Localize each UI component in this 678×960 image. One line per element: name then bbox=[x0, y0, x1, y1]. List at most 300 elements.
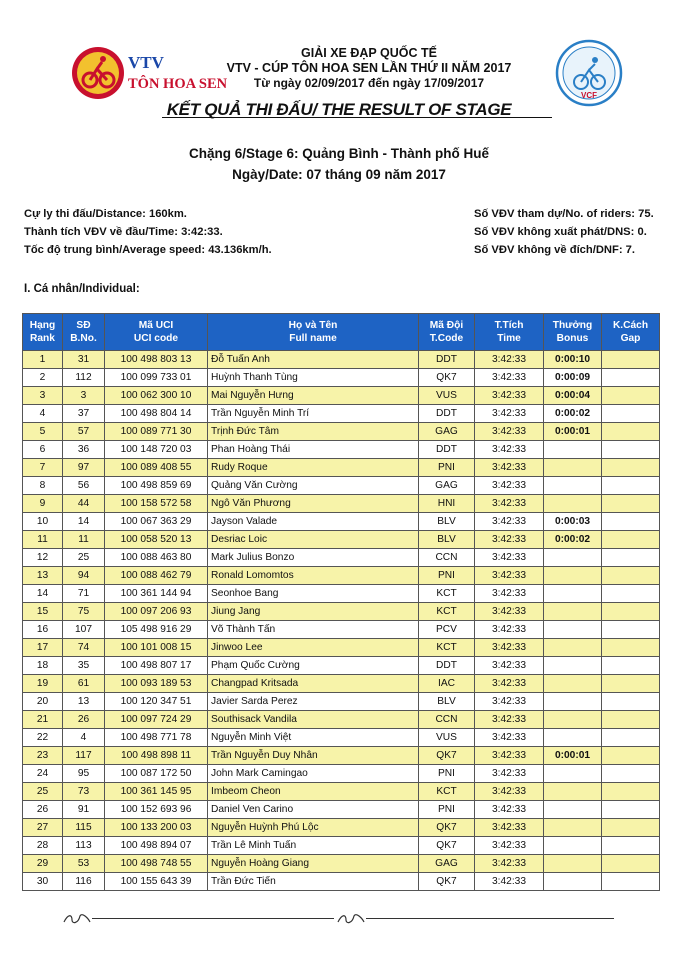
cell-full-name: Jinwoo Lee bbox=[208, 639, 419, 657]
cell-time: 3:42:33 bbox=[475, 765, 544, 783]
cell-bib: 44 bbox=[63, 495, 105, 513]
cell-rank: 20 bbox=[23, 693, 63, 711]
cell-rank: 4 bbox=[23, 405, 63, 423]
distance-info: Cự ly thi đấu/Distance: 160km. bbox=[24, 208, 187, 220]
cell-bonus: 0:00:03 bbox=[544, 513, 602, 531]
cell-full-name: Quảng Văn Cường bbox=[208, 477, 419, 495]
cell-uci-code: 100 158 572 58 bbox=[105, 495, 208, 513]
header-team: Mã Đội T.Code bbox=[419, 314, 475, 351]
title-underline bbox=[162, 117, 552, 118]
cell-team-code: GAG bbox=[419, 855, 475, 873]
cell-full-name: Daniel Ven Carino bbox=[208, 801, 419, 819]
table-row bbox=[23, 459, 660, 477]
cell-bonus bbox=[544, 639, 602, 657]
cell-bib: 25 bbox=[63, 549, 105, 567]
cell-team-code: DDT bbox=[419, 405, 475, 423]
event-title: GIẢI XE ĐẠP QUỐC TẾ bbox=[301, 46, 437, 60]
table-row bbox=[23, 675, 660, 693]
header-bonus: Thưởng Bonus bbox=[544, 314, 602, 351]
cell-rank: 10 bbox=[23, 513, 63, 531]
cell-rank: 9 bbox=[23, 495, 63, 513]
cell-uci-code: 100 133 200 03 bbox=[105, 819, 208, 837]
cell-full-name: Nguyễn Huỳnh Phú Lộc bbox=[208, 819, 419, 837]
cell-team-code: GAG bbox=[419, 477, 475, 495]
cell-rank: 2 bbox=[23, 369, 63, 387]
cell-gap bbox=[602, 405, 660, 423]
cell-gap bbox=[602, 459, 660, 477]
cell-full-name: Phạm Quốc Cường bbox=[208, 657, 419, 675]
cell-time: 3:42:33 bbox=[475, 693, 544, 711]
cell-team-code: QK7 bbox=[419, 747, 475, 765]
cell-bonus bbox=[544, 819, 602, 837]
cell-time: 3:42:33 bbox=[475, 819, 544, 837]
cell-gap bbox=[602, 801, 660, 819]
cell-full-name: John Mark Camingao bbox=[208, 765, 419, 783]
cell-team-code: QK7 bbox=[419, 369, 475, 387]
cell-time: 3:42:33 bbox=[475, 459, 544, 477]
cell-uci-code: 100 093 189 53 bbox=[105, 675, 208, 693]
cell-rank: 19 bbox=[23, 675, 63, 693]
cell-time: 3:42:33 bbox=[475, 783, 544, 801]
cell-uci-code: 100 120 347 51 bbox=[105, 693, 208, 711]
cell-rank: 21 bbox=[23, 711, 63, 729]
table-row bbox=[23, 765, 660, 783]
table-row bbox=[23, 621, 660, 639]
cell-rank: 17 bbox=[23, 639, 63, 657]
cell-uci-code: 100 498 807 17 bbox=[105, 657, 208, 675]
cell-gap bbox=[602, 621, 660, 639]
cell-full-name: Changpad Kritsada bbox=[208, 675, 419, 693]
cell-rank: 6 bbox=[23, 441, 63, 459]
cell-team-code: KCT bbox=[419, 603, 475, 621]
cell-full-name: Jiung Jang bbox=[208, 603, 419, 621]
stage-date: Ngày/Date: 07 tháng 09 năm 2017 bbox=[232, 167, 446, 182]
dnf-info: Số VĐV không về đích/DNF: 7. bbox=[474, 244, 635, 256]
cell-uci-code: 100 089 771 30 bbox=[105, 423, 208, 441]
cell-uci-code: 100 097 206 93 bbox=[105, 603, 208, 621]
cell-full-name: Nguyễn Minh Việt bbox=[208, 729, 419, 747]
cell-rank: 3 bbox=[23, 387, 63, 405]
cell-bib: 57 bbox=[63, 423, 105, 441]
cell-gap bbox=[602, 513, 660, 531]
cell-bonus bbox=[544, 855, 602, 873]
cell-bonus: 0:00:01 bbox=[544, 747, 602, 765]
cell-rank: 26 bbox=[23, 801, 63, 819]
table-row bbox=[23, 513, 660, 531]
table-row bbox=[23, 819, 660, 837]
cell-uci-code: 100 498 803 13 bbox=[105, 351, 208, 369]
cell-gap bbox=[602, 495, 660, 513]
cell-bonus bbox=[544, 603, 602, 621]
results-table bbox=[22, 313, 660, 891]
cell-time: 3:42:33 bbox=[475, 423, 544, 441]
cell-gap bbox=[602, 873, 660, 891]
cell-time: 3:42:33 bbox=[475, 657, 544, 675]
cell-bonus bbox=[544, 459, 602, 477]
header-time: T.Tích Time bbox=[475, 314, 544, 351]
cell-full-name: Trần Lê Minh Tuấn bbox=[208, 837, 419, 855]
cell-uci-code: 100 155 643 39 bbox=[105, 873, 208, 891]
cell-bib: 112 bbox=[63, 369, 105, 387]
cell-gap bbox=[602, 819, 660, 837]
cell-bib: 26 bbox=[63, 711, 105, 729]
cell-time: 3:42:33 bbox=[475, 603, 544, 621]
cell-time: 3:42:33 bbox=[475, 351, 544, 369]
cell-bonus bbox=[544, 441, 602, 459]
cell-bib: 75 bbox=[63, 603, 105, 621]
cell-uci-code: 100 498 804 14 bbox=[105, 405, 208, 423]
cell-gap bbox=[602, 423, 660, 441]
cell-full-name: Mark Julius Bonzo bbox=[208, 549, 419, 567]
cell-team-code: KCT bbox=[419, 585, 475, 603]
cell-bib: 95 bbox=[63, 765, 105, 783]
cell-gap bbox=[602, 585, 660, 603]
cell-bib: 74 bbox=[63, 639, 105, 657]
cell-bonus: 0:00:04 bbox=[544, 387, 602, 405]
event-subtitle: VTV - CÚP TÔN HOA SEN LẦN THỨ II NĂM 2017 bbox=[226, 61, 512, 75]
table-row bbox=[23, 567, 660, 585]
cell-full-name: Seonhoe Bang bbox=[208, 585, 419, 603]
cell-gap bbox=[602, 351, 660, 369]
cell-gap bbox=[602, 567, 660, 585]
cell-time: 3:42:33 bbox=[475, 621, 544, 639]
cell-bonus: 0:00:02 bbox=[544, 531, 602, 549]
cell-uci-code: 100 498 894 07 bbox=[105, 837, 208, 855]
header-uci: Mã UCI UCI code bbox=[105, 314, 208, 351]
table-row bbox=[23, 423, 660, 441]
cell-time: 3:42:33 bbox=[475, 495, 544, 513]
cell-gap bbox=[602, 387, 660, 405]
cell-time: 3:42:33 bbox=[475, 513, 544, 531]
cell-uci-code: 100 099 733 01 bbox=[105, 369, 208, 387]
cell-full-name: Trần Nguyễn Duy Nhân bbox=[208, 747, 419, 765]
cell-bib: 113 bbox=[63, 837, 105, 855]
cell-full-name: Mai Nguyễn Hưng bbox=[208, 387, 419, 405]
cell-bonus bbox=[544, 567, 602, 585]
cell-full-name: Huỳnh Thanh Tùng bbox=[208, 369, 419, 387]
cell-rank: 27 bbox=[23, 819, 63, 837]
cell-bib: 71 bbox=[63, 585, 105, 603]
cell-uci-code: 100 087 172 50 bbox=[105, 765, 208, 783]
cell-time: 3:42:33 bbox=[475, 549, 544, 567]
cell-bonus bbox=[544, 873, 602, 891]
winner-time-info: Thành tích VĐV về đầu/Time: 3:42:33. bbox=[24, 226, 223, 238]
cell-rank: 25 bbox=[23, 783, 63, 801]
cell-bib: 56 bbox=[63, 477, 105, 495]
cell-time: 3:42:33 bbox=[475, 639, 544, 657]
table-row bbox=[23, 549, 660, 567]
cell-time: 3:42:33 bbox=[475, 855, 544, 873]
cell-time: 3:42:33 bbox=[475, 567, 544, 585]
cell-bonus bbox=[544, 783, 602, 801]
cell-rank: 14 bbox=[23, 585, 63, 603]
cell-uci-code: 100 498 898 11 bbox=[105, 747, 208, 765]
cell-uci-code: 100 498 748 55 bbox=[105, 855, 208, 873]
cell-team-code: KCT bbox=[419, 639, 475, 657]
header-gap: K.Cách Gap bbox=[602, 314, 660, 351]
cell-bonus bbox=[544, 765, 602, 783]
cell-bib: 3 bbox=[63, 387, 105, 405]
cell-gap bbox=[602, 729, 660, 747]
header-rank: Hạng Rank bbox=[23, 314, 63, 351]
cell-time: 3:42:33 bbox=[475, 675, 544, 693]
cell-full-name: Desriac Loic bbox=[208, 531, 419, 549]
cell-rank: 24 bbox=[23, 765, 63, 783]
cell-uci-code: 100 361 145 95 bbox=[105, 783, 208, 801]
cell-team-code: IAC bbox=[419, 675, 475, 693]
cell-full-name: Phan Hoàng Thái bbox=[208, 441, 419, 459]
header-name: Họ và Tên Full name bbox=[208, 314, 419, 351]
cell-time: 3:42:33 bbox=[475, 405, 544, 423]
cell-team-code: PCV bbox=[419, 621, 475, 639]
cell-team-code: QK7 bbox=[419, 837, 475, 855]
cell-bib: 61 bbox=[63, 675, 105, 693]
cell-bonus bbox=[544, 549, 602, 567]
cell-bib: 4 bbox=[63, 729, 105, 747]
cell-gap bbox=[602, 711, 660, 729]
cell-full-name: Imbeom Cheon bbox=[208, 783, 419, 801]
cell-gap bbox=[602, 441, 660, 459]
cell-uci-code: 100 361 144 94 bbox=[105, 585, 208, 603]
cell-time: 3:42:33 bbox=[475, 369, 544, 387]
cell-time: 3:42:33 bbox=[475, 387, 544, 405]
table-row bbox=[23, 351, 660, 369]
table-row bbox=[23, 387, 660, 405]
cell-bib: 35 bbox=[63, 657, 105, 675]
cell-gap bbox=[602, 477, 660, 495]
cell-bonus bbox=[544, 675, 602, 693]
cell-uci-code: 100 498 859 69 bbox=[105, 477, 208, 495]
dns-info: Số VĐV không xuất phát/DNS: 0. bbox=[474, 226, 647, 238]
table-row bbox=[23, 531, 660, 549]
cell-full-name: Trịnh Đức Tâm bbox=[208, 423, 419, 441]
cell-uci-code: 100 088 462 79 bbox=[105, 567, 208, 585]
cell-team-code: KCT bbox=[419, 783, 475, 801]
cell-time: 3:42:33 bbox=[475, 747, 544, 765]
cell-rank: 18 bbox=[23, 657, 63, 675]
signature-mark-right bbox=[336, 912, 366, 926]
cell-uci-code: 100 089 408 55 bbox=[105, 459, 208, 477]
cell-rank: 5 bbox=[23, 423, 63, 441]
cell-full-name: Southisack Vandila bbox=[208, 711, 419, 729]
table-row bbox=[23, 603, 660, 621]
cell-time: 3:42:33 bbox=[475, 531, 544, 549]
page-title: KẾT QUẢ THI ĐẤU/ THE RESULT OF STAGE bbox=[166, 100, 512, 119]
cell-time: 3:42:33 bbox=[475, 441, 544, 459]
cell-gap bbox=[602, 855, 660, 873]
signature-mark-left bbox=[62, 912, 92, 926]
section-title: I. Cá nhân/Individual: bbox=[24, 283, 140, 295]
cell-bonus: 0:00:01 bbox=[544, 423, 602, 441]
cell-time: 3:42:33 bbox=[475, 711, 544, 729]
cell-full-name: Nguyễn Hoàng Giang bbox=[208, 855, 419, 873]
cell-full-name: Rudy Roque bbox=[208, 459, 419, 477]
cell-bonus bbox=[544, 477, 602, 495]
cell-full-name: Jayson Valade bbox=[208, 513, 419, 531]
cell-gap bbox=[602, 639, 660, 657]
cell-bib: 117 bbox=[63, 747, 105, 765]
cell-team-code: DDT bbox=[419, 441, 475, 459]
table-row bbox=[23, 783, 660, 801]
cell-rank: 8 bbox=[23, 477, 63, 495]
cell-bib: 31 bbox=[63, 351, 105, 369]
cell-gap bbox=[602, 747, 660, 765]
cell-bib: 73 bbox=[63, 783, 105, 801]
cell-bib: 116 bbox=[63, 873, 105, 891]
average-speed-info: Tốc độ trung bình/Average speed: 43.136km/h. bbox=[24, 244, 272, 256]
table-row bbox=[23, 801, 660, 819]
cell-bonus bbox=[544, 621, 602, 639]
cell-team-code: VUS bbox=[419, 387, 475, 405]
cell-full-name: Javier Sarda Perez bbox=[208, 693, 419, 711]
cell-bib: 37 bbox=[63, 405, 105, 423]
cell-gap bbox=[602, 603, 660, 621]
cell-team-code: HNI bbox=[419, 495, 475, 513]
cell-bonus bbox=[544, 693, 602, 711]
cell-team-code: PNI bbox=[419, 567, 475, 585]
table-row bbox=[23, 405, 660, 423]
cell-team-code: PNI bbox=[419, 765, 475, 783]
cell-bib: 91 bbox=[63, 801, 105, 819]
cell-bonus bbox=[544, 837, 602, 855]
cell-uci-code: 100 088 463 80 bbox=[105, 549, 208, 567]
logo-vtv-text: VTV bbox=[128, 53, 164, 72]
cell-bib: 94 bbox=[63, 567, 105, 585]
cell-team-code: VUS bbox=[419, 729, 475, 747]
cell-uci-code: 100 148 720 03 bbox=[105, 441, 208, 459]
cell-uci-code: 100 067 363 29 bbox=[105, 513, 208, 531]
cell-gap bbox=[602, 783, 660, 801]
cell-uci-code: 105 498 916 29 bbox=[105, 621, 208, 639]
signature-line-right bbox=[366, 918, 614, 919]
table-row bbox=[23, 639, 660, 657]
cell-bib: 11 bbox=[63, 531, 105, 549]
cell-bib: 53 bbox=[63, 855, 105, 873]
table-row bbox=[23, 729, 660, 747]
cell-rank: 12 bbox=[23, 549, 63, 567]
cell-bonus: 0:00:02 bbox=[544, 405, 602, 423]
table-row bbox=[23, 657, 660, 675]
table-row bbox=[23, 369, 660, 387]
cell-rank: 22 bbox=[23, 729, 63, 747]
cell-bonus bbox=[544, 495, 602, 513]
table-row bbox=[23, 477, 660, 495]
cell-bonus: 0:00:09 bbox=[544, 369, 602, 387]
cell-time: 3:42:33 bbox=[475, 477, 544, 495]
cell-uci-code: 100 152 693 96 bbox=[105, 801, 208, 819]
cell-gap bbox=[602, 657, 660, 675]
cell-team-code: BLV bbox=[419, 693, 475, 711]
header-bib: SĐ B.No. bbox=[63, 314, 105, 351]
cell-team-code: PNI bbox=[419, 801, 475, 819]
cell-rank: 7 bbox=[23, 459, 63, 477]
table-row bbox=[23, 873, 660, 891]
cell-rank: 16 bbox=[23, 621, 63, 639]
table-row bbox=[23, 585, 660, 603]
table-row bbox=[23, 711, 660, 729]
cell-bonus bbox=[544, 711, 602, 729]
event-dates: Từ ngày 02/09/2017 đến ngày 17/09/2017 bbox=[253, 76, 485, 90]
cell-time: 3:42:33 bbox=[475, 801, 544, 819]
cell-gap bbox=[602, 693, 660, 711]
signature-line-left bbox=[92, 918, 334, 919]
cell-bonus: 0:00:10 bbox=[544, 351, 602, 369]
cell-rank: 1 bbox=[23, 351, 63, 369]
cell-uci-code: 100 101 008 15 bbox=[105, 639, 208, 657]
cell-rank: 29 bbox=[23, 855, 63, 873]
cell-rank: 23 bbox=[23, 747, 63, 765]
cell-bib: 97 bbox=[63, 459, 105, 477]
cell-team-code: QK7 bbox=[419, 873, 475, 891]
cell-team-code: BLV bbox=[419, 531, 475, 549]
cell-bonus bbox=[544, 585, 602, 603]
cell-gap bbox=[602, 675, 660, 693]
cell-rank: 30 bbox=[23, 873, 63, 891]
cell-rank: 13 bbox=[23, 567, 63, 585]
cell-full-name: Ngô Văn Phương bbox=[208, 495, 419, 513]
cell-uci-code: 100 058 520 13 bbox=[105, 531, 208, 549]
table-header-row bbox=[23, 314, 660, 351]
riders-count-info: Số VĐV tham dự/No. of riders: 75. bbox=[474, 208, 654, 220]
cell-team-code: GAG bbox=[419, 423, 475, 441]
cell-team-code: DDT bbox=[419, 657, 475, 675]
cell-rank: 28 bbox=[23, 837, 63, 855]
cell-team-code: PNI bbox=[419, 459, 475, 477]
cell-rank: 15 bbox=[23, 603, 63, 621]
cell-full-name: Võ Thành Tấn bbox=[208, 621, 419, 639]
cell-team-code: CCN bbox=[419, 549, 475, 567]
cell-full-name: Trần Nguyễn Minh Trí bbox=[208, 405, 419, 423]
table-row bbox=[23, 837, 660, 855]
table-row bbox=[23, 495, 660, 513]
table-row bbox=[23, 855, 660, 873]
stage-name: Chặng 6/Stage 6: Quảng Bình - Thành phố Huế bbox=[189, 146, 489, 161]
cell-time: 3:42:33 bbox=[475, 873, 544, 891]
cell-time: 3:42:33 bbox=[475, 837, 544, 855]
cell-time: 3:42:33 bbox=[475, 585, 544, 603]
cell-gap bbox=[602, 837, 660, 855]
cell-bib: 115 bbox=[63, 819, 105, 837]
logo-vcf-text: VCF bbox=[581, 91, 597, 100]
cell-uci-code: 100 097 724 29 bbox=[105, 711, 208, 729]
table-row bbox=[23, 441, 660, 459]
table-row bbox=[23, 693, 660, 711]
cell-gap bbox=[602, 765, 660, 783]
cell-bib: 107 bbox=[63, 621, 105, 639]
cell-team-code: QK7 bbox=[419, 819, 475, 837]
cell-gap bbox=[602, 369, 660, 387]
cell-bib: 14 bbox=[63, 513, 105, 531]
cell-time: 3:42:33 bbox=[475, 729, 544, 747]
cell-full-name: Ronald Lomomtos bbox=[208, 567, 419, 585]
cell-bonus bbox=[544, 657, 602, 675]
cell-gap bbox=[602, 549, 660, 567]
cell-bib: 13 bbox=[63, 693, 105, 711]
cell-uci-code: 100 498 771 78 bbox=[105, 729, 208, 747]
cell-full-name: Trần Đức Tiến bbox=[208, 873, 419, 891]
cell-gap bbox=[602, 531, 660, 549]
cell-team-code: CCN bbox=[419, 711, 475, 729]
cell-team-code: BLV bbox=[419, 513, 475, 531]
cell-uci-code: 100 062 300 10 bbox=[105, 387, 208, 405]
logo-ton-hoa-sen-text: TÔN HOA SEN bbox=[128, 76, 228, 92]
cell-full-name: Đỗ Tuấn Anh bbox=[208, 351, 419, 369]
cell-bib: 36 bbox=[63, 441, 105, 459]
cell-rank: 11 bbox=[23, 531, 63, 549]
cell-bonus bbox=[544, 729, 602, 747]
cell-bonus bbox=[544, 801, 602, 819]
cell-team-code: DDT bbox=[419, 351, 475, 369]
